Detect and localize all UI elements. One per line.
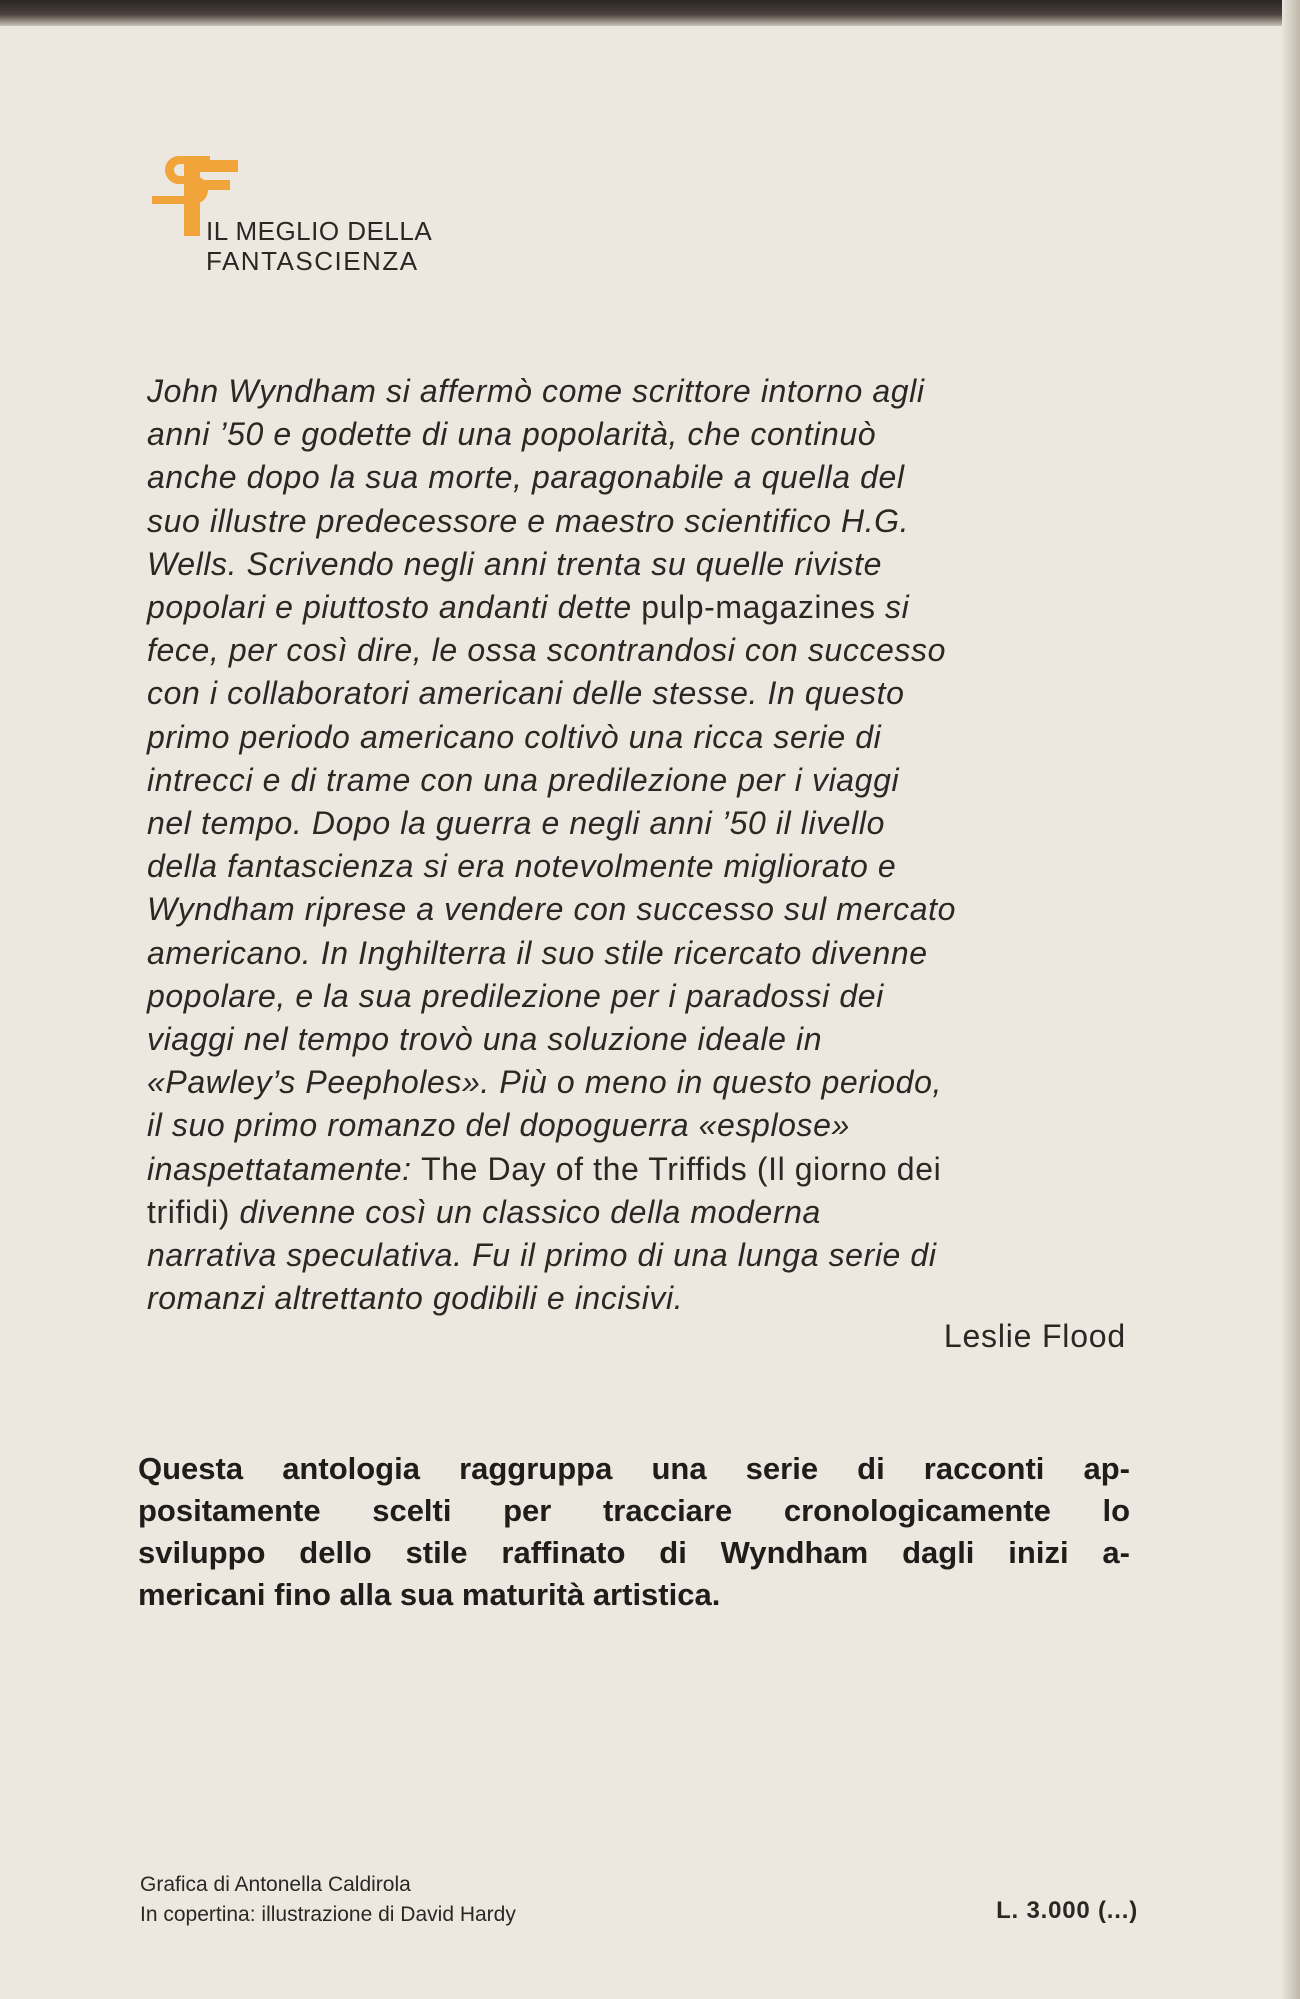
blurb-line: narrativa speculativa. Fu il primo di una lunga serie di	[147, 1237, 937, 1274]
cover-top-edge	[0, 0, 1300, 26]
blurb-line: americano. In Inghilterra il suo stile ricercato divenne	[147, 934, 928, 971]
blurb-line: romanzi altrettanto godibili e incisivi.	[147, 1280, 684, 1317]
price-label: L. 3.000 (...)	[996, 1897, 1138, 1924]
series-name-line2: FANTASCIENZA	[206, 246, 419, 276]
anthology-line: mericani fino alla sua maturità artistica.	[138, 1577, 721, 1612]
blurb-line: nel tempo. Dopo la guerra e negli anni ’50 il livello	[147, 805, 886, 842]
blurb-line: John Wyndham si affermò come scrittore intorno agli	[147, 373, 925, 409]
cover-credit: In copertina: illustrazione di David Hardy	[140, 1903, 516, 1926]
blurb-line: il suo primo romanzo del dopoguerra «esplose»	[147, 1107, 850, 1144]
blurb-author: Leslie Flood	[943, 1318, 1126, 1354]
anthology-description	[138, 1448, 1130, 1616]
blurb-line: popolari e piuttosto andanti dette pulp-magazines si	[147, 589, 910, 626]
blurb-line: con i collaboratori americani delle stesse. In questo	[147, 675, 905, 712]
blurb-line: suo illustre predecessore e maestro scientifico H.G.	[147, 502, 910, 539]
blurb-line: Wyndham riprese a vendere con successo sul mercato	[147, 891, 957, 928]
blurb-line: inaspettatamente: The Day of the Triffids (Il giorno dei	[147, 1150, 942, 1187]
blurb-line: primo periodo americano coltivò una ricca serie di	[147, 718, 882, 755]
blurb-line: anche dopo la sua morte, paragonabile a quella del	[147, 459, 905, 496]
blurb-line: popolare, e la sua predilezione per i paradossi dei	[147, 977, 884, 1014]
book-title-reference: trifidi)	[147, 1193, 231, 1230]
blurb-line: viaggi nel tempo trovò una soluzione ideale in	[147, 1021, 823, 1058]
cover-right-edge	[1282, 0, 1300, 1999]
book-title-reference: The Day of the Triffids (Il giorno dei	[421, 1150, 942, 1187]
anthology-line: sviluppo dello stile raffinato di Wyndham dagli inizi a-	[138, 1535, 1130, 1570]
author-blurb	[147, 370, 1147, 1320]
blurb-line: trifidi) divenne così un classico della moderna	[147, 1193, 821, 1230]
series-name-line1: IL MEGLIO DELLA	[206, 216, 433, 246]
blurb-line: «Pawley’s Peepholes». Più o meno in questo periodo,	[147, 1064, 942, 1101]
blurb-line: Wells. Scrivendo negli anni trenta su quelle riviste	[147, 545, 882, 582]
blurb-line: della fantascienza si era notevolmente migliorato e	[147, 848, 897, 885]
graphics-credit: Grafica di Antonella Caldirola	[140, 1873, 411, 1896]
credits	[140, 1870, 516, 1930]
blurb-line: fece, per così dire, le ossa scontrandosi con successo	[147, 632, 947, 669]
anthology-line: Questa antologia raggruppa una serie di racconti ap-	[138, 1451, 1130, 1486]
pulp-magazines-term: pulp-magazines	[641, 589, 876, 626]
anthology-line: positamente scelti per tracciare cronologicamente lo	[138, 1493, 1130, 1528]
blurb-line: intrecci e di trame con una predilezione per i viaggi	[147, 761, 900, 798]
series-logo	[150, 150, 450, 280]
blurb-line: anni ’50 e godette di una popolarità, che continuò	[147, 416, 877, 453]
